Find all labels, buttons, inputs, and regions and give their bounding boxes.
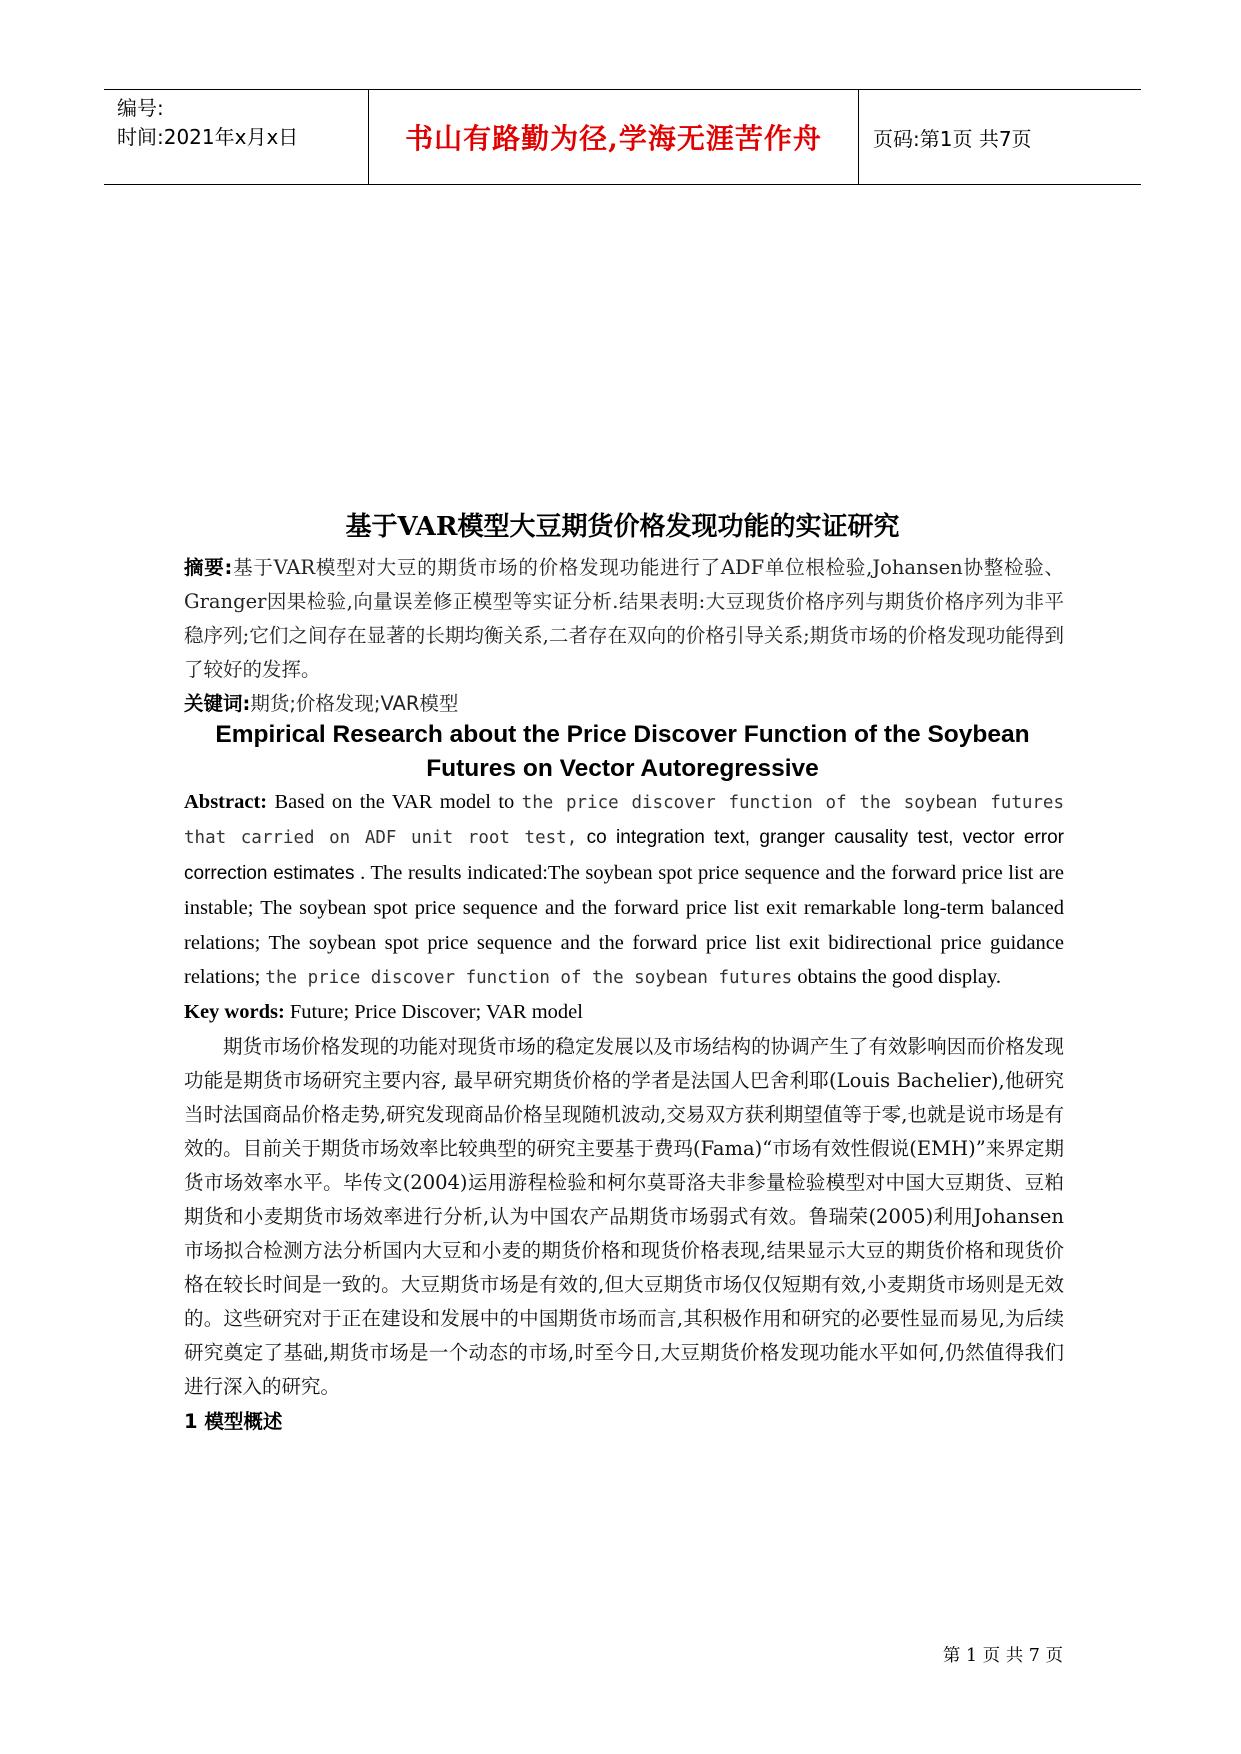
abstract-cn-label: 摘要: [184, 556, 233, 579]
section-heading: 1 模型概述 [184, 1409, 283, 1433]
keywords-en-label: Key words: [184, 1001, 285, 1024]
keywords-cn-label: 关键词: [184, 692, 251, 715]
abstract-cn [184, 551, 1064, 721]
header-table [104, 89, 1141, 185]
english-title-line2: Futures on Vector Autoregressive [426, 755, 819, 782]
abstract-en [184, 785, 1064, 1434]
english-title-line1: Empirical Research about the Price Discover Function of the Soybean [215, 721, 1030, 748]
abstract-en-part2: the price discover function of the soybean futures that carried on ADF unit root test, [184, 793, 1064, 849]
abstract-en-part3: co integration text, granger causality test, vector error correction estimates [184, 827, 1064, 884]
keywords-cn-text: 期货;价格发现;VAR模型 [250, 692, 459, 715]
abstract-cn-text: 基于VAR模型对大豆的期货市场的价格发现功能进行了ADF单位根检验,Johansen协整检验、Granger因果检验,向量误差修正模型等实证分析.结果表明:大豆现货价格序列与期货价格序列为非平稳序列;它们之间存在显著的长期均衡关系,二者存在双向的价格引导关系;期货市场的价格发现功能得到了较好的发挥。 [184, 556, 1064, 681]
paper-title: 基于VAR模型大豆期货价格发现功能的实证研究 [345, 512, 900, 542]
keywords-en-text: Future; Price Discover; VAR model [284, 1001, 583, 1024]
header-motto: 书山有路勤为径,学海无涯苦作舟 [369, 90, 859, 184]
document-number-label: 编号: [117, 96, 164, 120]
header-page-label: 页码:第1页 共7页 [873, 126, 1032, 151]
abstract-en-part1: Based on the VAR model to [267, 791, 522, 813]
abstract-en-part5: the price discover function of the soybean futures [265, 968, 793, 989]
abstract-en-part6: obtains the good display. [792, 966, 1001, 989]
intro-paragraph: 期货市场价格发现的功能对现货市场的稳定发展以及市场结构的协调产生了有效影响因而价格发现功能是期货市场研究主要内容, 最早研究期货价格的学者是法国人巴舍利耶(Louis Bachelier),他研究当时法国商品价格走势,研究发现商品价格呈现随机波动,交易双方获利期望值等于零,也就是说市场是有效的。目前关于期货市场效率比较典型的研究主要基于费玛(Fama)“市场有效性假说(EMH)”来界定期货市场效率水平。毕传文(2004)运用游程检验和柯尔莫哥洛夫非参量检验模型对中国大豆期货、豆粕期货和小麦期货市场效率进行分析,认为中国农产品期货市场弱式有效。鲁瑞荣(2005)利用Johansen市场拟合检测方法分析国内大豆和小麦的期货价格和现货价格表现,结果显示大豆的期货价格和现货价格在较长时间是一致的。大豆期货市场是有效的,但大豆期货市场仅仅短期有效,小麦期货市场则是无效的。这些研究对于正在建设和发展中的中国期货市场而言,其积极作用和研究的必要性显而易见,为后续研究奠定了基础,期货市场是一个动态的市场,时至今日,大豆期货价格发现功能水平如何,仍然值得我们进行深入的研究。 [184, 1034, 1064, 1398]
page-footer: 第 1 页 共 7 页 [942, 1646, 1063, 1666]
abstract-en-label: Abstract: [184, 791, 268, 813]
document-time-label: 时间:2021年x月x日 [117, 125, 299, 149]
abstract-en-part4: . The results indicated:The soybean spot price sequence and the forward price list are instable; The soybean spot price sequence and the forward price list exit remarkable long-term balanced relations; The soybean spot price sequence and the forward price list exit bidirectional price guidance relations; [184, 861, 1064, 989]
english-title [104, 718, 1141, 786]
header-info-cell [104, 90, 369, 184]
